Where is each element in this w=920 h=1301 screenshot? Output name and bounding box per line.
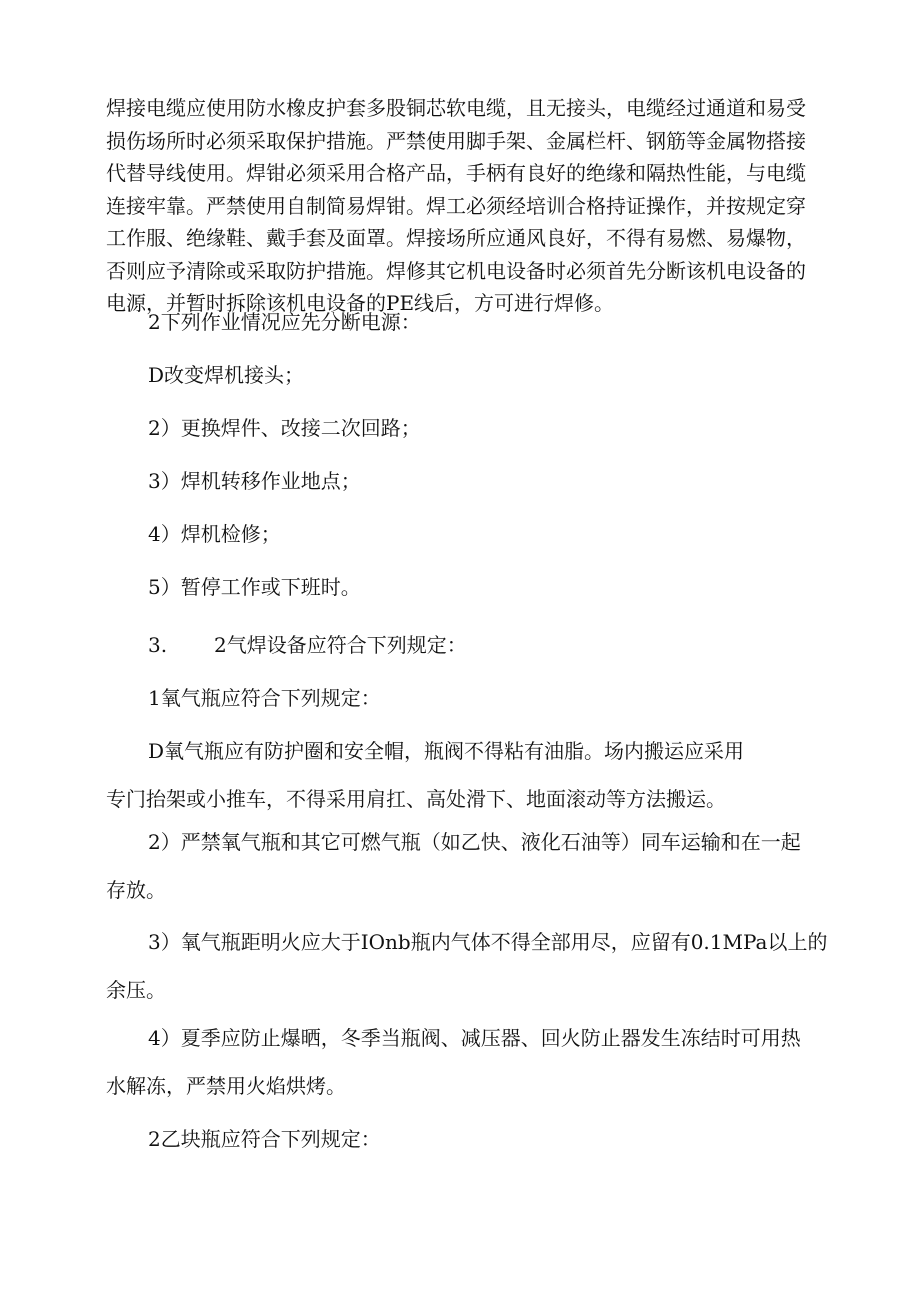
oxygen-item-2-line-2: 存放。 xyxy=(106,878,166,902)
oxygen-item-4-line-1: 4）夏季应防止爆晒，冬季当瓶阀、减压器、回火防止器发生冻结时可用热 xyxy=(148,1026,801,1050)
list-item: 5）暂停工作或下班时。 xyxy=(148,575,361,599)
section-title: 2气焊设备应符合下列规定： xyxy=(214,633,467,657)
section-3-heading xyxy=(148,631,467,659)
oxygen-item-3-line-1: 3）氧气瓶距明火应大于IOnb瓶内气体不得全部用尽，应留有0.1MPa以上的 xyxy=(148,930,828,954)
list-item: 4）焊机检修； xyxy=(148,522,281,546)
item2-heading: 2下列作业情况应先分断电源： xyxy=(148,310,421,334)
oxygen-item-1-line-1: D氧气瓶应有防护圈和安全帽，瓶阀不得粘有油脂。场内搬运应采用 xyxy=(148,739,745,763)
oxygen-item-2-line-1: 2）严禁氧气瓶和其它可燃气瓶（如乙快、液化石油等）同车运输和在一起 xyxy=(148,830,801,854)
section-number: 3. xyxy=(148,633,168,657)
list-item: 2）更换焊件、改接二次回路； xyxy=(148,416,421,440)
list-item: 3）焊机转移作业地点； xyxy=(148,469,361,493)
oxygen-item-1-line-2: 专门抬架或小推车，不得采用肩扛、高处滑下、地面滚动等方法搬运。 xyxy=(106,787,726,811)
intro-paragraph: 焊接电缆应使用防水橡皮护套多股铜芯软电缆，且无接头，电缆经过通道和易受损伤场所时必须采取保护措施。严禁使用脚手架、金属栏杆、钢筋等金属物搭接代替导线使用。焊钳必须采用合格产品，手柄有良好的绝缘和隔热性能，与电缆连接牢靠。严禁使用自制简易焊钳。焊工必须经培训合格持证操作，并按规定穿工作服、绝缘鞋、戴手套及面罩。焊接场所应通风良好，不得有易燃、易爆物，否则应予清除或采取防护措施。焊修其它机电设备时必须首先分断该机电设备的电源，并暂时拆除该机电设备的PE线后，方可进行焊修。 xyxy=(106,96,806,315)
oxygen-item-4-line-2: 水解冻，严禁用火焰烘烤。 xyxy=(106,1074,346,1098)
acetylene-heading: 2乙块瓶应符合下列规定： xyxy=(148,1127,381,1151)
list-item: D改变焊机接头； xyxy=(148,363,305,387)
oxygen-heading: 1氧气瓶应符合下列规定： xyxy=(148,686,381,710)
oxygen-item-3-line-2: 余压。 xyxy=(106,978,166,1002)
